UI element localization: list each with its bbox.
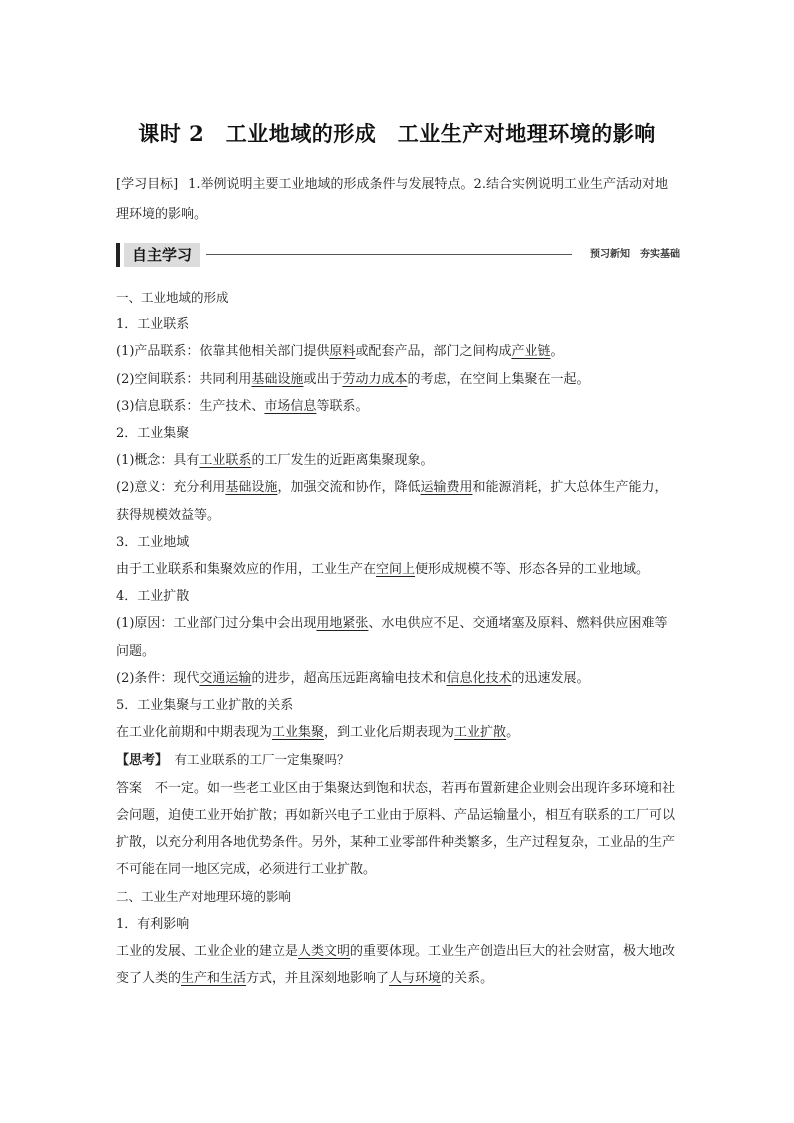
underlined-term: 劳动力成本 [342,371,408,387]
underlined-term: 生产和生活 [181,971,247,987]
text-segment: 的进步，超高压远距离输电技术和 [251,670,447,686]
text-segment: (2)空间联系：共同利用 [116,371,252,387]
underlined-term: 运输费用 [420,480,473,496]
think-tag: 【思考】 [116,753,162,769]
paragraph [116,366,680,393]
text-segment: 的重要体现。工业生产创造出巨大的社会财富，极大地改变了人类的 [116,943,676,987]
underlined-term: 工业集聚 [272,725,325,741]
text-segment: (3)信息联系：生产技术、 [116,398,265,414]
text-segment: 或配套产品，部门之间构成 [355,344,512,360]
text-segment: 的迅速发展。 [511,670,590,686]
underlined-term: 工业扩散 [454,725,507,741]
subheading: 2．工业集聚 [116,426,190,442]
think-question [116,746,680,774]
text-segment: ，加强交流和协作，降低 [277,480,421,496]
underlined-term: 工业联系 [199,453,252,469]
underlined-term: 交通运输 [199,670,252,686]
underlined-term: 产业链 [511,344,551,360]
subheading: 1．有利影响 [116,916,190,932]
goals-tag: [学习目标] [116,177,179,192]
text-segment: 或出于 [303,371,343,387]
heading-1: 一、工业地域的形成 [116,290,229,305]
text-segment: (2)意义：充分利用 [116,480,226,496]
subheading: 1．工业联系 [116,317,190,333]
text-segment: (1)概念：具有 [116,453,200,469]
section-marker [116,243,120,267]
text-segment: 由于工业联系和集聚效应的作用，工业生产在 [116,562,377,578]
text-segment: 的考虑，在空间上集聚在一起。 [407,371,590,387]
answer-tag: 答案 [116,780,143,796]
paragraph [116,556,680,583]
text-segment: 方式，并且深刻地影响了 [246,971,390,987]
heading-2: 二、工业生产对地理环境的影响 [116,889,292,905]
section-label: 自主学习 [124,243,200,267]
goals-text: 1.举例说明主要工业地域的形成条件与发展特点。2.结合实例说明工业生产活动对地理环境的影响。 [116,177,668,222]
subheading: 4．工业扩散 [116,589,190,605]
paragraph [116,338,680,365]
paragraph [116,393,680,420]
paragraph [116,610,680,664]
underlined-term: 原料 [329,344,356,360]
section-header [116,243,680,267]
text-segment: (1)原因：工业部门过分集中会出现 [116,616,317,632]
text-segment: 。 [550,344,564,360]
paragraph [116,719,680,746]
text-segment: 、水电供应不足、交通堵塞及原料、燃料供应困难等问题。 [116,616,668,659]
section-subtitle: 预习新知 夯实基础 [590,249,680,260]
section-rule [206,254,572,255]
content-body [116,284,680,992]
paragraph [116,665,680,692]
underlined-term: 用地紧张 [316,616,369,632]
subheading: 5．工业集聚与工业扩散的关系 [116,698,294,714]
underlined-term: 信息化技术 [446,670,512,686]
text-segment: (1)产品联系：依靠其他相关部门提供 [116,344,330,360]
text-segment: 的关系。 [441,971,494,987]
answer-text: 不一定。如一些老工业区由于集聚达到饱和状态，若再布置新建企业则会出现许多环境和社会问题，迫使工业开始扩散；再如新兴电子工业由于原料、产品运输量小，相互有联系的工厂可以扩散，以充分利用各地优势条件。另外，某种工业零部件种类繁多，生产过程复杂，工业品的生产不可能在同一地区完成，必须进行工业扩散。 [116,780,676,878]
text-segment: 在工业化前期和中期表现为 [116,725,273,741]
learning-goals [116,170,680,230]
text-segment: ，到工业化后期表现为 [324,725,455,741]
paragraph [116,474,680,528]
underlined-term: 市场信息 [264,398,317,414]
think-text: 有工业联系的工厂一定集聚吗？ [174,752,350,768]
subheading: 3．工业地域 [116,534,190,550]
underlined-term: 人类文明 [298,943,351,959]
answer [116,775,680,884]
text-segment: 便形成规模不等、形态各异的工业地域。 [415,562,650,578]
text-segment: 和能源消耗，扩大总体生产能力，获得规模效益等。 [116,480,668,523]
underlined-term: 基础设施 [225,480,278,496]
text-segment: 的工厂发生的近距离集聚现象。 [251,453,434,469]
text-segment: 工业的发展、工业企业的建立是 [116,943,299,959]
text-segment: 等联系。 [316,398,369,414]
text-segment: 。 [506,725,520,741]
underlined-term: 空间上 [376,562,416,578]
text-segment: (2)条件：现代 [116,670,200,686]
paragraph [116,447,680,474]
underlined-term: 基础设施 [251,371,304,387]
paragraph [116,938,680,992]
underlined-term: 人与环境 [389,971,442,987]
page-title: 课时 2 工业地域的形成 工业生产对地理环境的影响 [138,121,656,146]
